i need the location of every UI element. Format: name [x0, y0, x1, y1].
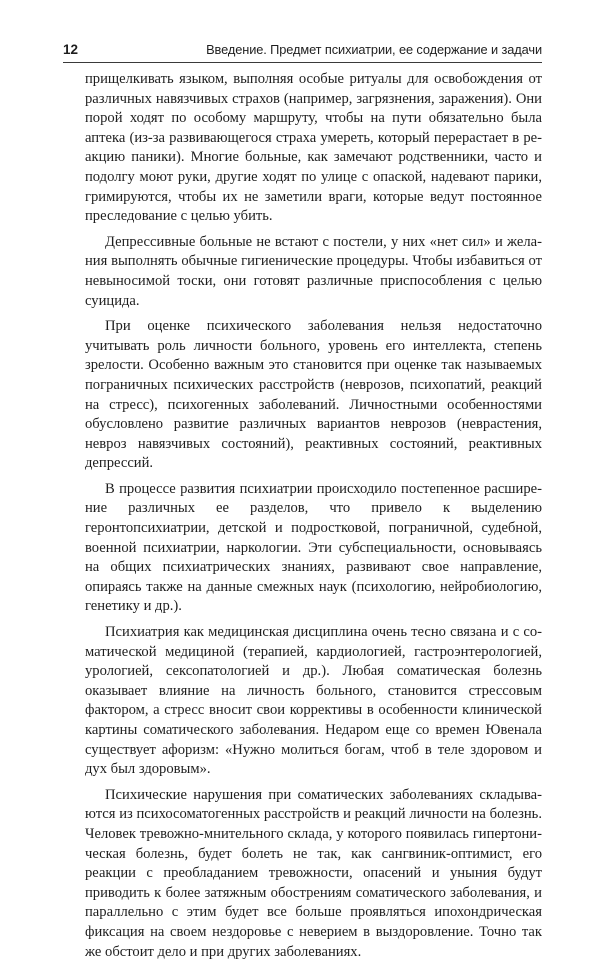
paragraph-somatic-medicine: Психиатрия как медицинская дисциплина очень тесно связана и с соматической медициной (терапией, кардиологией, гастроэнтерологией, урологией, сексопатологией и др.). Любая соматическая болезнь оказывает влияние на личность больного, становится стрессовым фактором, а стресс вносит свои коррективы в особенности клинической картины соматического заболевания. Недаром еще со времен Ювенала существует афоризм: «Нужно молиться богам, чтоб в теле здоровом и дух был здоровым». [85, 624, 542, 778]
paragraph-rituals: прищелкивать языком, выполняя особые ритуалы для освобождения от различных навязчивых страхов (например, загрязнения, заражения). Они порой ходят по особому маршруту, чтобы на пути обязательно была аптека (из-за развивающегося страха умереть, который перерастает в реакцию паники). Многие больные, как замечают родственники, часто и подолгу моют руки, другие ходят по улице с опаской, надевают парики, гримируются, чтобы их не заметили враги, которые ведут постоянное преследование с целью убить. [85, 71, 542, 225]
page-number: 12 [63, 42, 79, 57]
running-title: Введение. Предмет психиатрии, ее содержание и задачи [206, 42, 542, 57]
paragraph-psychiatry-development: В процессе развития психиатрии происходило постепенное расширение различных ее разделов, что привело к выделению геронтопсихиатрии, детской и подростковой, пограничной, судебной, военной психиатрии, наркологии. Эти субспециальности, основываясь на общих психиатрических знаниях, развивают свое направление, опираясь также на данные смежных наук (психологию, нейробиологию, генетику и др.). [85, 480, 542, 615]
paragraph-somatic-disorders: Психические нарушения при соматических заболеваниях складываются из психосоматогенных расстройств и реакций личности на болезнь. Человек тревожно-мнительного склада, у которого появилась гипертоническая болезнь, будет болеть не так, как сангвиник-оптимист, его реакции с преобладанием тревожности, опасений и уныния будут приводить к более затяжным обострениям соматического заболевания, и параллельно с этим будет все больше проявляться ипохондрическая фиксация на своем нездоровье с неверием в выздоровление. Точно так же обстоит дело и при других заболеваниях. [85, 786, 542, 960]
paragraph-personality-role: При оценке психического заболевания нельзя недостаточно учитывать роль личности больного, уровень его интеллекта, степень зрелости. Особенно важным это становится при оценке так называемых пограничных психических расстройств (неврозов, психопатий, реакций на стресс), психогенных заболеваний. Личностными особенностями обусловлено развитие различных вариантов неврозов (неврастения, невроз навязчивых состояний), реактивных состояний, реактивных депрессий. [85, 318, 542, 472]
body-text [85, 70, 542, 968]
paragraph-depressive-patients: Депрессивные больные не встают с постели, у них «нет сил» и желания выполнять обычные гигиенические процедуры. Чтобы избавиться от невыносимой тоски, они готовят различные приспособления с целью суицида. [85, 233, 542, 309]
page-header [63, 40, 542, 63]
